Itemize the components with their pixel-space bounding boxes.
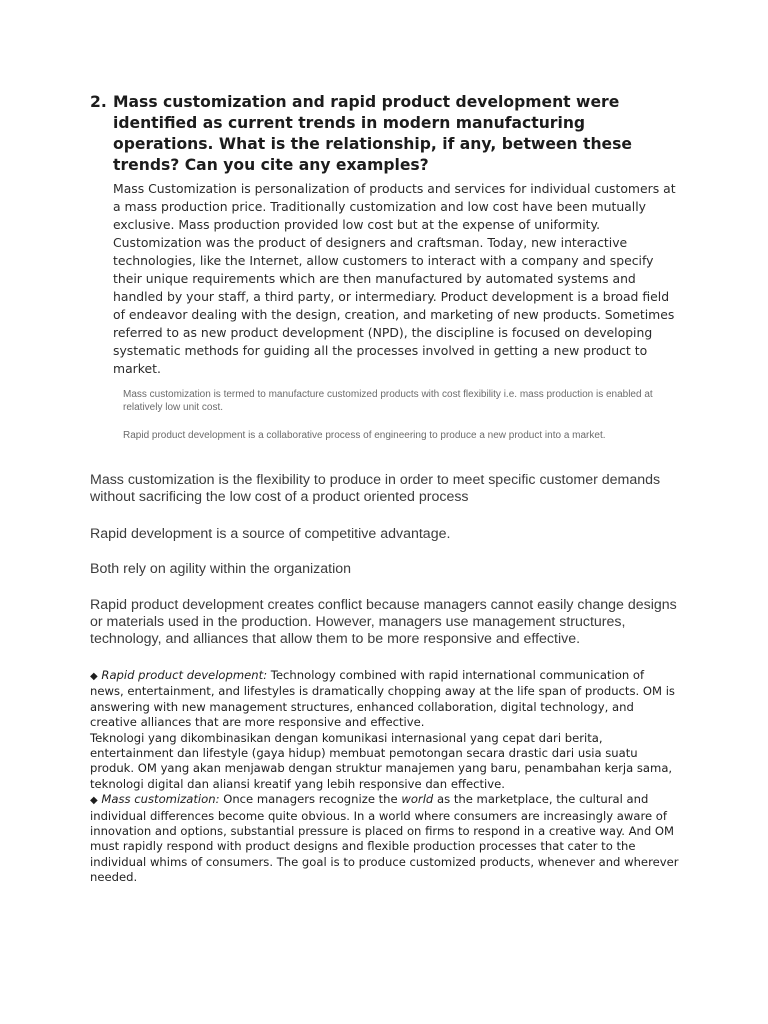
note-term: Mass customization: [101,792,220,807]
note-text: as the marketplace, the cultural and individual differences become quite obvious. In a world where consumers are increasingly aware of innovation and options, substantial pressure is placed on firms to respond in a creative way. And OM must rapidly respond with product designs and flexible production processes that cater to the individual whims of consumers. The goal is to produce customized products, whenever and wherever needed. [90,792,679,885]
statement-conflict: Rapid product development creates conflict because managers cannot easily change designs or materials used in the production. However, managers use management structures, technology, and alliances that allow them to be more responsive and effective. [90,597,677,647]
diamond-bullet-icon: ◆ [90,671,98,682]
note-indonesian: Teknologi yang dikombinasikan dengan komunikasi internasional yang cepat dari berita, entertainment dan lifestyle (gaya hidup) membuat pemotongan secara drastic dari usia suatu produk. OM yang akan menjawab dengan struktur manajemen yang baru, penambahan kerja sama, teknologi digital dan aliansi kreatif yang lebih responsive dan effective. [90,730,673,791]
statement-block [90,472,680,506]
note-text: Technology combined with rapid international communication of news, entertainment, and lifestyles is dramatically chopping away at the life span of products. OM is answering with new management structures, enhanced collaboration, digital technology, and creative alliances that are more responsive and effective. [90,668,675,730]
statement-mass-customization: Mass customization is the flexibility to produce in order to meet specific customer demands without sacrificing the low cost of a product oriented process [90,472,661,505]
question-number: 2. [90,93,107,111]
answer-text: Mass Customization is personalization of products and services for individual customers at a mass production price. Traditionally customization and low cost have been mutually exclusive. Mass production provided low cost but at the expense of uniformity. Customization was the product of designers and craftsman. Today, new interactive technologies, like the Internet, allow customers to interact with a company and specify their unique requirements which are then manufactured by automated systems and handled by your staff, a third party, or intermediary. Product development is a broad field of endeavor dealing with the design, creation, and marketing of new products. Sometimes referred to as new product development (NPD), the discipline is focused on developing systematic methods for guiding all the processes involved in getting a new product to market. [113,181,676,376]
question-text: Mass customization and rapid product development were identified as current trends in modern manufacturing operations. What is the relationship, if any, between these trends? Can you cite any examples? [113,93,632,174]
statement-block [90,597,680,648]
note-mass-customization [90,792,680,885]
answer-paragraph [113,180,683,378]
statement-agility: Both rely on agility within the organization [90,561,352,577]
question-heading [90,92,690,176]
excerpt-text: Mass customization is termed to manufacture customized products with cost flexibility i.e. mass production is enabled at relatively low unit cost. [123,389,653,413]
excerpt-rapid-development [123,429,683,442]
statement-rapid-development: Rapid development is a source of competitive advantage. [90,526,451,542]
note-text: Once managers recognize the [223,792,398,807]
diamond-bullet-icon: ◆ [90,795,98,807]
excerpt-text: Rapid product development is a collaborative process of engineering to produce a new product into a market. [123,430,606,441]
notes-section [90,668,680,886]
statement-block [90,561,680,578]
note-rapid-development [90,668,680,731]
excerpt-mass-customization [123,388,683,414]
statement-block [90,526,680,543]
note-emphasis: world [401,792,434,807]
note-term: Rapid product development: [101,668,268,682]
